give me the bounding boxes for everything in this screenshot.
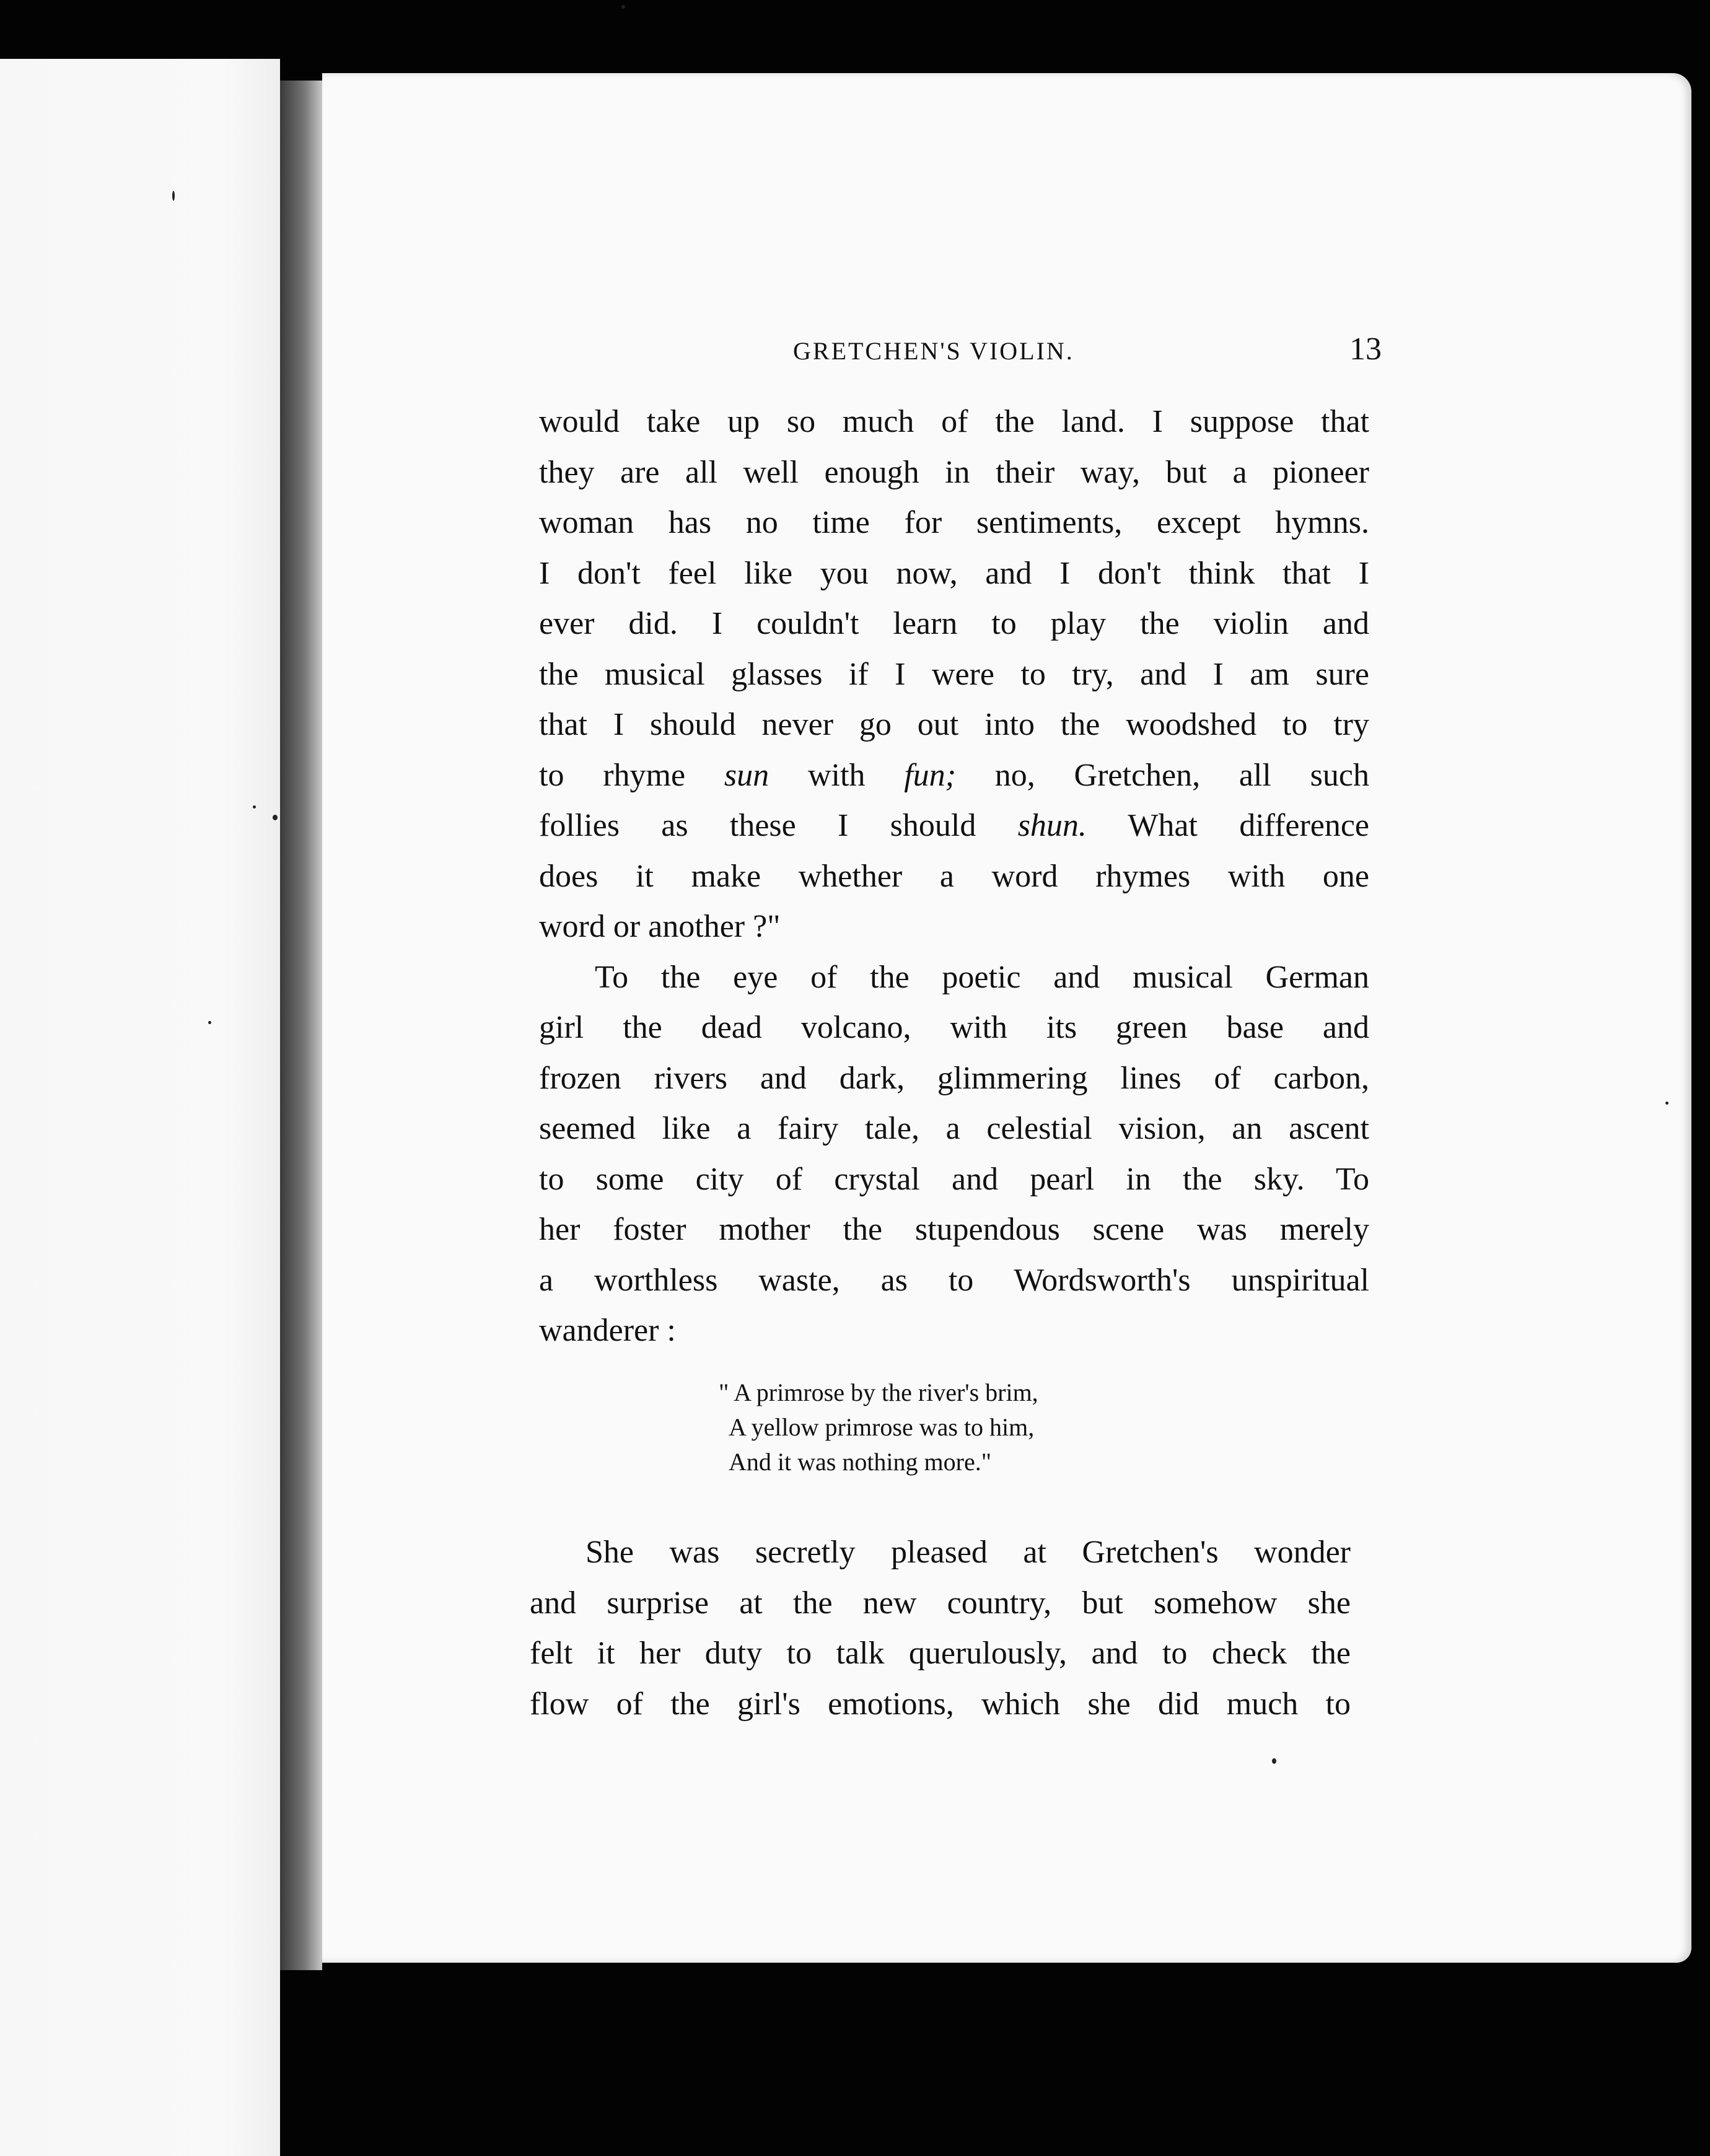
italic-word: fun; — [904, 757, 956, 793]
text-line: and surprise at the new country, but somehow she — [530, 1585, 1351, 1621]
book-gutter — [280, 81, 322, 1970]
text-segment: no, Gretchen, all such — [955, 757, 1369, 793]
text-line: woman has no time for sentiments, except hymns. — [539, 505, 1369, 540]
text-line: ever did. I couldn't learn to play the violin and — [539, 606, 1369, 641]
text-line: flow of the girl's emotions, which she did much to — [530, 1686, 1351, 1722]
speck — [1272, 1758, 1276, 1764]
text-line: the musical glasses if I were to try, and I am sure — [539, 656, 1369, 692]
page-header — [793, 331, 1382, 367]
page-number: 13 — [1349, 331, 1382, 367]
text-line: wanderer : — [539, 1313, 676, 1348]
text-line: her foster mother the stupendous scene was merely — [539, 1212, 1369, 1247]
left-page — [0, 59, 280, 2156]
text-line: a worthless waste, as to Wordsworth's unspiritual — [539, 1262, 1369, 1298]
text-segment: with — [769, 757, 905, 793]
italic-word: sun — [724, 757, 770, 793]
verse-line: A yellow primrose was to him, — [729, 1413, 1035, 1441]
text-segment: follies as these I should — [539, 808, 1018, 843]
speck — [208, 1021, 211, 1024]
text-line: word or another ?" — [539, 909, 781, 944]
running-head: GRETCHEN'S VIOLIN. — [793, 337, 1074, 365]
speck — [1665, 1102, 1668, 1105]
text-line: I don't feel like you now, and I don't think that I — [539, 555, 1369, 591]
verse-line: " A primrose by the river's brim, — [719, 1378, 1038, 1406]
text-line: frozen rivers and dark, glimmering lines of carbon, — [539, 1060, 1369, 1096]
text-line: girl the dead volcano, with its green base and — [539, 1010, 1369, 1045]
text-line: felt it her duty to talk querulously, and to check the — [530, 1636, 1351, 1671]
speck — [172, 191, 175, 201]
text-line: To the eye of the poetic and musical German — [595, 959, 1369, 995]
text-line: to some city of crystal and pearl in the sky. To — [539, 1161, 1369, 1197]
italic-word: shun. — [1017, 808, 1087, 843]
verse-line: And it was nothing more." — [729, 1448, 992, 1476]
closing-paragraph — [530, 1527, 1351, 1729]
text-line: would take up so much of the land. I suppose that — [539, 404, 1369, 439]
text-segment: to rhyme — [539, 757, 724, 793]
text-line — [539, 800, 1369, 851]
speck — [273, 815, 278, 820]
text-segment: What difference — [1086, 808, 1369, 843]
text-line: that I should never go out into the woodshed to try — [539, 707, 1369, 742]
main-text — [539, 397, 1369, 1356]
text-line: they are all well enough in their way, but a pioneer — [539, 454, 1369, 490]
text-line: seemed like a fairy tale, a celestial vision, an ascent — [539, 1111, 1369, 1146]
verse-quotation — [719, 1375, 1038, 1479]
text-line: She was secretly pleased at Gretchen's wonder — [585, 1535, 1351, 1570]
text-line: does it make whether a word rhymes with one — [539, 858, 1369, 894]
speck — [621, 5, 625, 9]
speck — [253, 805, 256, 809]
text-line — [539, 750, 1369, 801]
